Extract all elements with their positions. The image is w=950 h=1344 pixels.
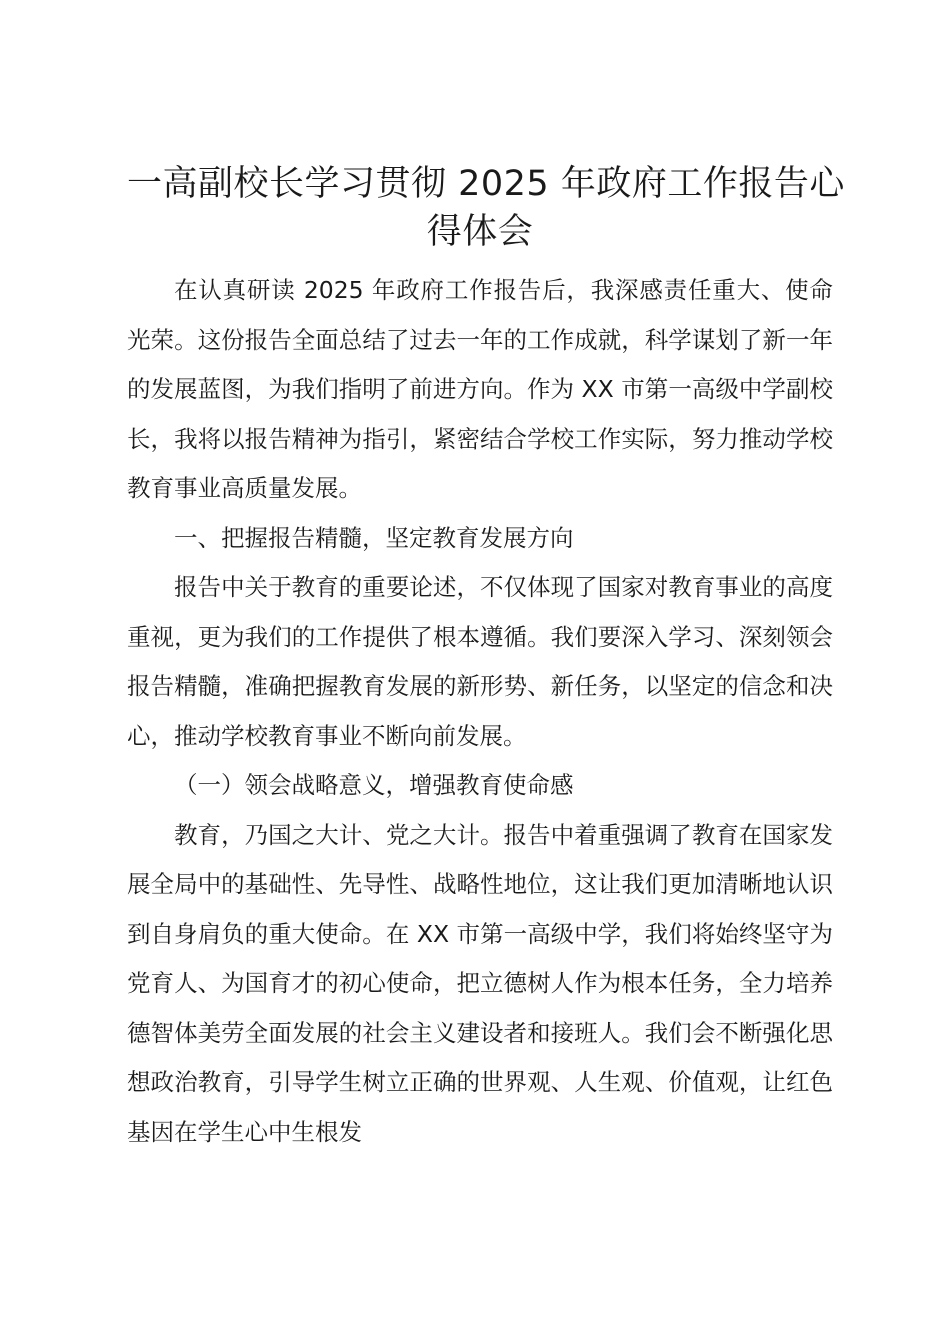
title-line-1: 一高副校长学习贯彻 2025 年政府工作报告心 (127, 164, 845, 204)
subsection-1-paragraph: 教育，乃国之大计、党之大计。报告中着重强调了教育在国家发展全局中的基础性、先导性、战略性地位，这让我们更加清晰地认识到自身肩负的重大使命。在 XX 市第一高级中学，我们将始终坚守为党育人、为国育才的初心使命，把立德树人作为根本任务，全力培养德智体美劳全面发展的社会主义建设者和接班人。我们会不断强化思想政治教育，引导学生树立正确的世界观、人生观、价值观，让红色基因在学生心中生根发 (127, 820, 833, 1146)
document-page (127, 160, 845, 1157)
document-title (127, 160, 845, 256)
document-body (127, 266, 833, 1157)
section-heading-1: 一、把握报告精髓，坚定教育发展方向 (174, 523, 574, 552)
section-1-paragraph: 报告中关于教育的重要论述，不仅体现了国家对教育事业的高度重视，更为我们的工作提供了根本遵循。我们要深入学习、深刻领会报告精髓，准确把握教育发展的新形势、新任务，以坚定的信念和决心，推动学校教育事业不断向前发展。 (127, 573, 833, 750)
subsection-heading-1: （一）领会战略意义，增强教育使命感 (174, 771, 574, 799)
intro-paragraph: 在认真研读 2025 年政府工作报告后，我深感责任重大、使命光荣。这份报告全面总结了过去一年的工作成就，科学谋划了新一年的发展蓝图，为我们指明了前进方向。作为 XX 市第一高级中学副校长，我将以报告精神为指引，紧密结合学校工作实际，努力推动学校教育事业高质量发展。 (127, 276, 833, 502)
title-line-2: 得体会 (426, 212, 534, 252)
